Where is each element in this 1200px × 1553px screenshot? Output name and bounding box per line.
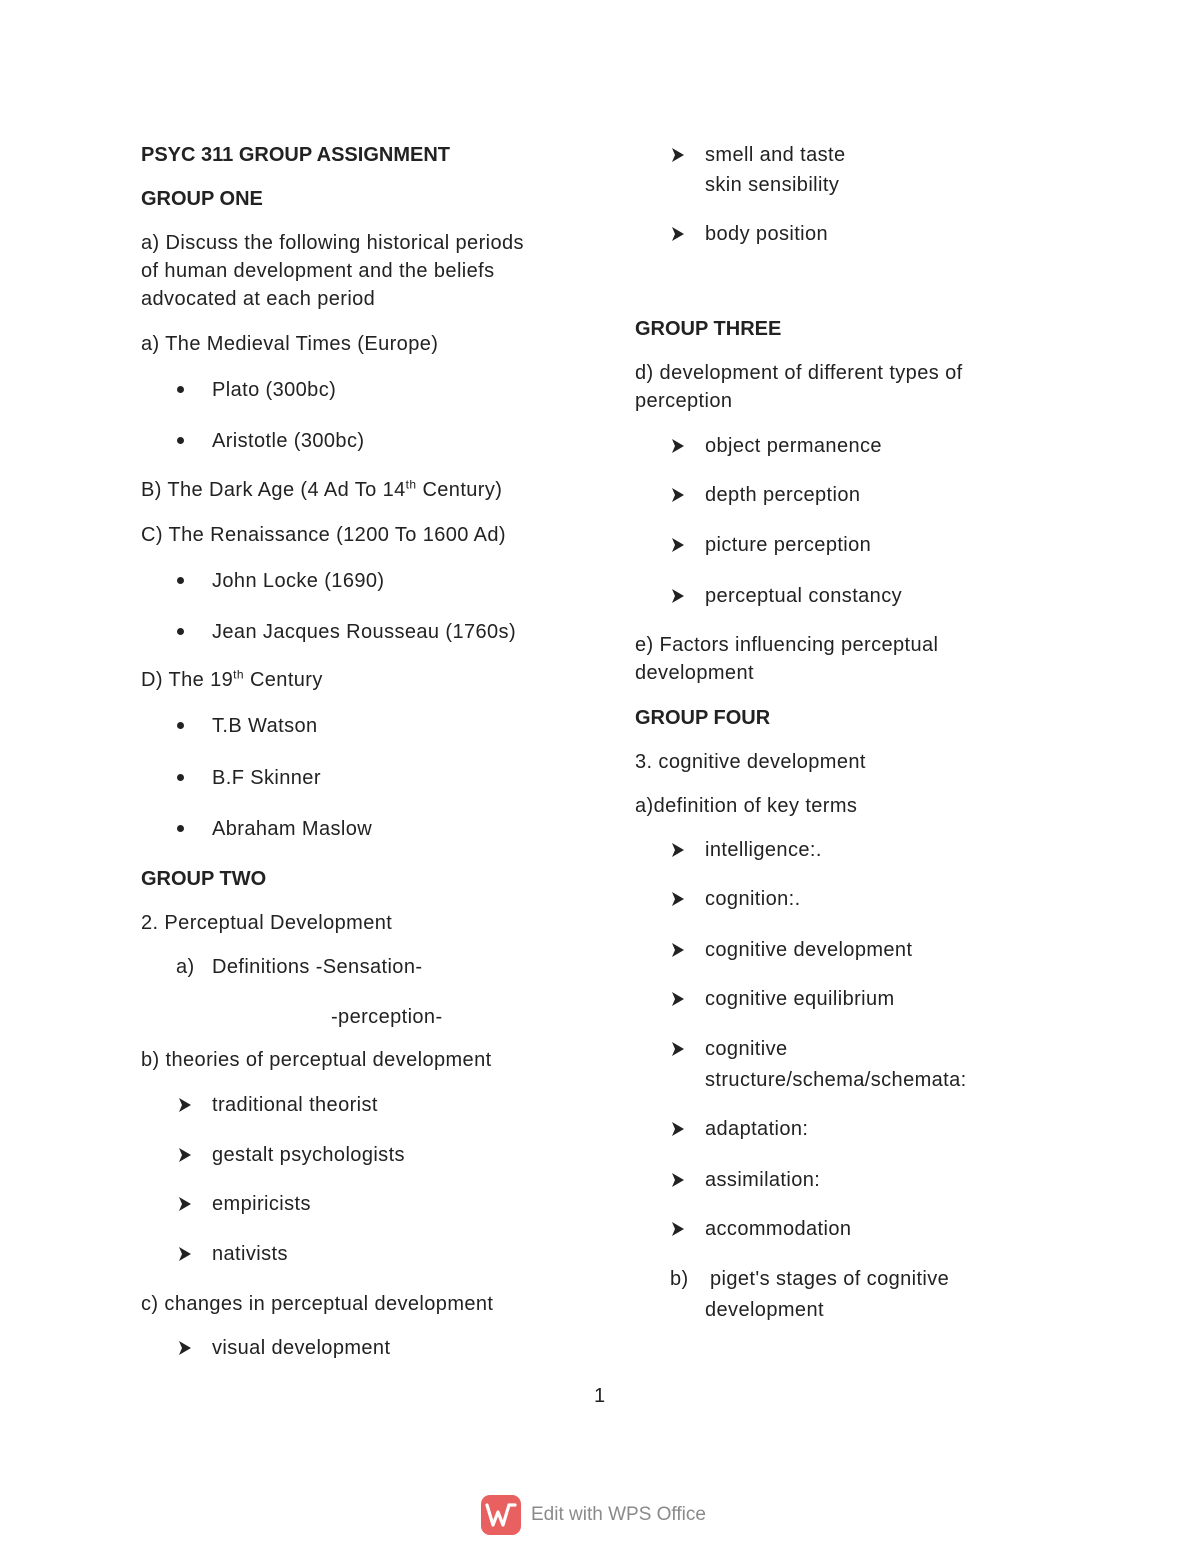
arrow-bullet-icon [671,537,685,553]
list-item: picture perception [705,534,872,556]
list-item: Aristotle (300bc) [212,430,365,452]
list-item: perceptual constancy [705,585,903,607]
piaget-stages-line: piget's stages of cognitive [710,1268,950,1290]
list-item: smell and taste [705,144,846,166]
list-item: Jean Jacques Rousseau (1760s) [212,621,517,643]
arrow-bullet-icon [178,1147,192,1163]
arrow-bullet-icon [671,891,685,907]
list-item: gestalt psychologists [212,1144,405,1166]
arrow-bullet-icon [671,226,685,242]
list-item: John Locke (1690) [212,570,385,592]
group-two-heading: GROUP TWO [141,868,267,890]
arrow-bullet-icon [671,487,685,503]
list-item: nativists [212,1243,288,1265]
medieval-heading: a) The Medieval Times (Europe) [141,333,439,355]
group-one-intro-line: of human development and the beliefs [141,260,495,282]
list-item: cognitive equilibrium [705,988,895,1010]
list-item: traditional theorist [212,1094,378,1116]
group-one-intro-line: advocated at each period [141,288,376,310]
bullet-icon [177,628,184,635]
perceptual-development-topic: 2. Perceptual Development [141,912,393,934]
arrow-bullet-icon [671,1172,685,1188]
list-item: empiricists [212,1193,311,1215]
list-item: Abraham Maslow [212,818,373,840]
list-item: cognitive [705,1038,788,1060]
bullet-icon [177,577,184,584]
group-one-intro-line: a) Discuss the following historical periods [141,232,524,254]
list-item: assimilation: [705,1169,821,1191]
changes-heading: c) changes in perceptual development [141,1293,494,1315]
renaissance-heading: C) The Renaissance (1200 To 1600 Ad) [141,524,506,546]
list-item: object permanence [705,435,882,457]
arrow-bullet-icon [671,842,685,858]
list-item: accommodation [705,1218,852,1240]
arrow-bullet-icon [671,147,685,163]
bullet-icon [177,722,184,729]
perception-line: -perception- [331,1006,443,1028]
group-three-topic-line: perception [635,390,733,412]
arrow-bullet-icon [178,1340,192,1356]
list-marker: a) [176,956,195,978]
list-item: intelligence:. [705,839,822,861]
cognitive-development-topic: 3. cognitive development [635,751,866,773]
arrow-bullet-icon [178,1246,192,1262]
arrow-bullet-icon [671,1121,685,1137]
arrow-bullet-icon [671,1041,685,1057]
list-marker: b) [670,1268,689,1290]
group-four-heading: GROUP FOUR [635,707,771,729]
bullet-icon [177,825,184,832]
group-three-heading: GROUP THREE [635,318,782,340]
dark-age-heading: B) The Dark Age (4 Ad To 14th Century) [141,477,503,501]
group-one-heading: GROUP ONE [141,188,263,210]
document-title: PSYC 311 GROUP ASSIGNMENT [141,144,450,166]
definitions-line: Definitions -Sensation- [212,956,423,978]
list-item: cognition:. [705,888,801,910]
list-item: visual development [212,1337,391,1359]
factors-line: e) Factors influencing perceptual [635,634,939,656]
list-item: adaptation: [705,1118,809,1140]
list-item-continuation: structure/schema/schemata: [705,1069,967,1091]
factors-line: development [635,662,754,684]
list-item: cognitive development [705,939,913,961]
bullet-icon [177,437,184,444]
arrow-bullet-icon [178,1097,192,1113]
arrow-bullet-icon [671,588,685,604]
arrow-bullet-icon [178,1196,192,1212]
arrow-bullet-icon [671,438,685,454]
wps-edit-label[interactable]: Edit with WPS Office [531,1504,706,1525]
bullet-icon [177,774,184,781]
19th-century-heading: D) The 19th Century [141,667,323,691]
group-three-topic-line: d) development of different types of [635,362,963,384]
page-number: 1 [594,1385,606,1407]
arrow-bullet-icon [671,991,685,1007]
theories-heading: b) theories of perceptual development [141,1049,492,1071]
piaget-stages-line: development [705,1299,824,1321]
list-item: Plato (300bc) [212,379,337,401]
list-item: depth perception [705,484,861,506]
wps-edit-banner[interactable] [481,1494,706,1536]
arrow-bullet-icon [671,1221,685,1237]
list-item: skin sensibility [705,174,840,196]
key-terms-heading: a)definition of key terms [635,795,858,817]
list-item: T.B Watson [212,715,318,737]
bullet-icon [177,386,184,393]
arrow-bullet-icon [671,942,685,958]
wps-office-logo-icon[interactable] [481,1495,521,1535]
list-item: B.F Skinner [212,767,321,789]
list-item: body position [705,223,829,245]
